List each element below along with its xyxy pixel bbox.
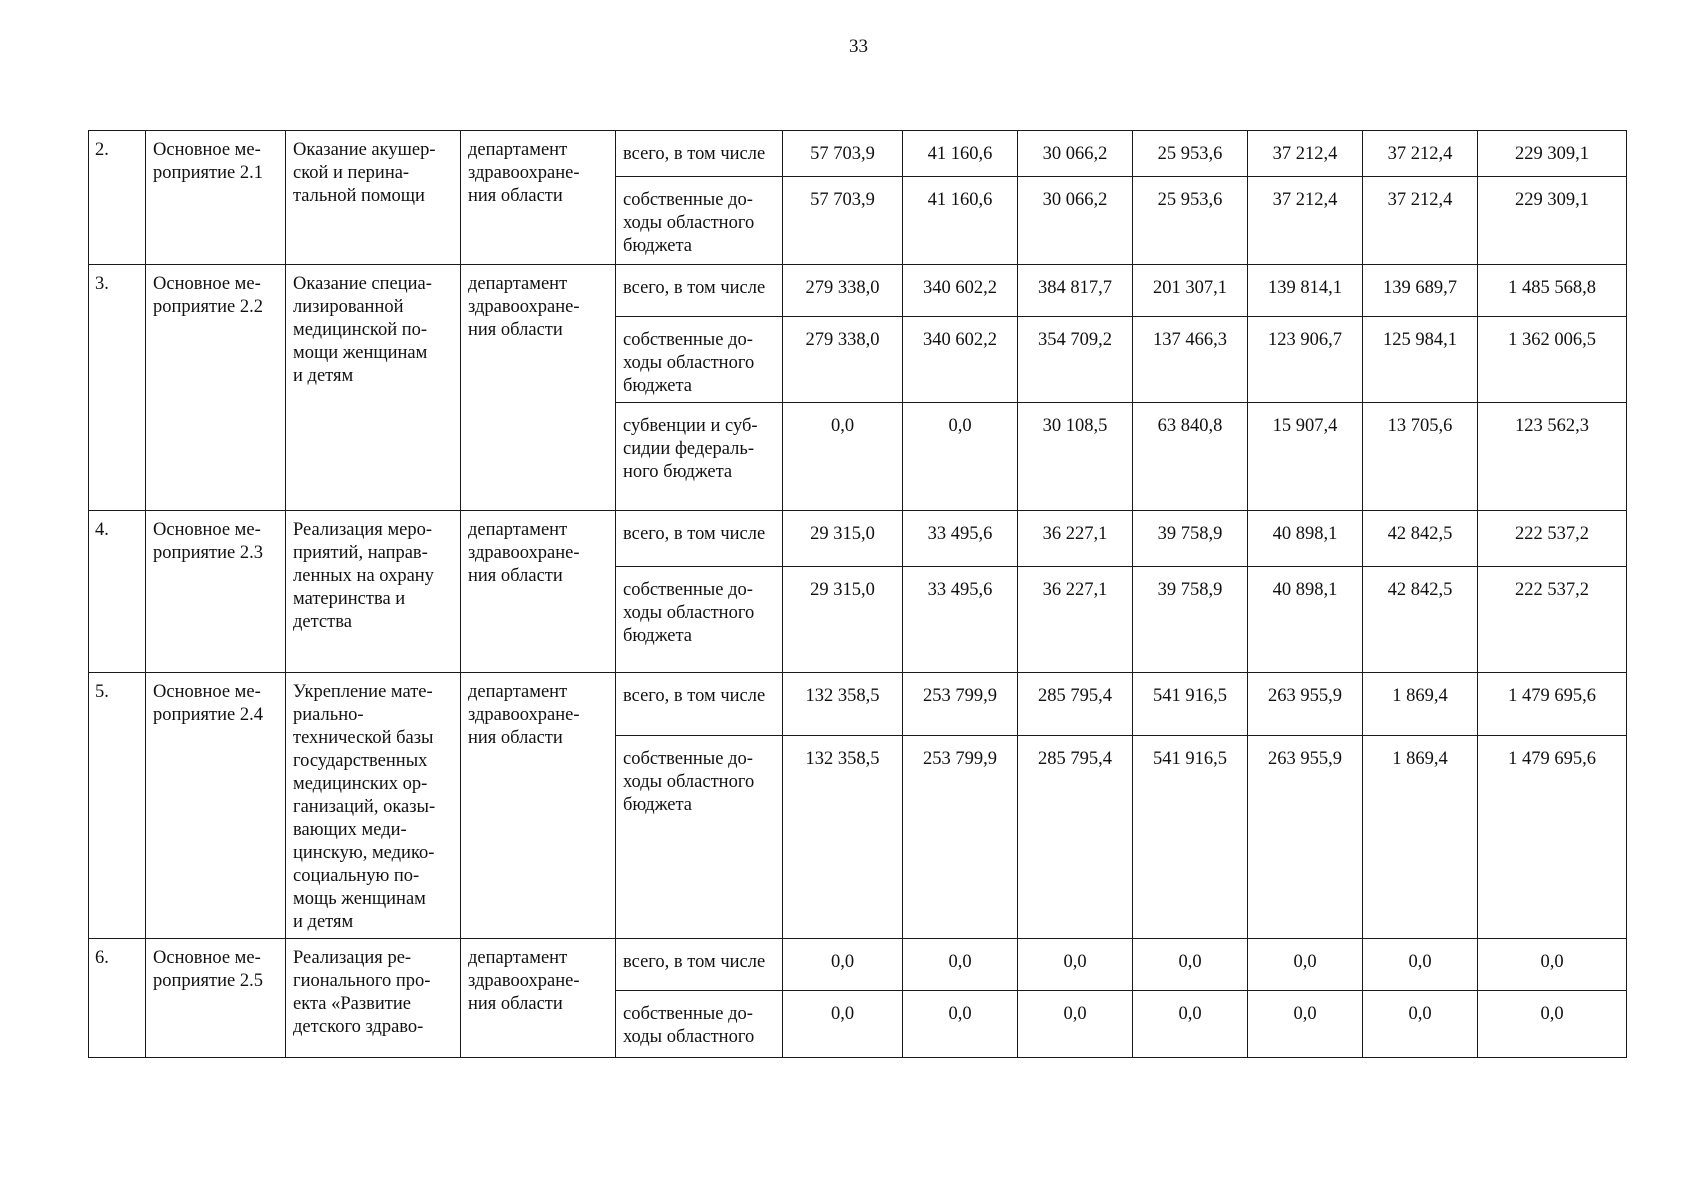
year-value: 123 906,7 xyxy=(1248,317,1363,403)
year-value: 132 358,5 xyxy=(783,673,903,736)
row-number: 3. xyxy=(89,265,146,511)
year-value: 541 916,5 xyxy=(1133,735,1248,938)
event-description: Реализация меро- приятий, направ- ленных на охрану материнства и детства xyxy=(286,511,461,673)
event-description: Укрепление мате- риально- технической базы государственных медицинских ор- ганизаций, оказы- вающих меди- цинскую, медико- социальную по- мощь женщинам и детям xyxy=(286,673,461,939)
table-row xyxy=(89,673,1627,736)
year-value: 340 602,2 xyxy=(903,265,1018,317)
event-name: Основное ме- роприятие 2.3 xyxy=(146,511,286,673)
executor: департамент здравоохране- ния области xyxy=(461,265,616,511)
year-value: 0,0 xyxy=(1248,991,1363,1058)
event-name: Основное ме- роприятие 2.4 xyxy=(146,673,286,939)
year-value: 279 338,0 xyxy=(783,317,903,403)
funding-source: всего, в том числе xyxy=(616,511,783,567)
year-value: 0,0 xyxy=(1133,939,1248,991)
executor: департамент здравоохране- ния области xyxy=(461,131,616,265)
year-value: 36 227,1 xyxy=(1018,567,1133,673)
total-value: 1 362 006,5 xyxy=(1478,317,1627,403)
total-value: 1 485 568,8 xyxy=(1478,265,1627,317)
year-value: 63 840,8 xyxy=(1133,403,1248,511)
event-name: Основное ме- роприятие 2.2 xyxy=(146,265,286,511)
year-value: 1 869,4 xyxy=(1363,735,1478,938)
year-value: 0,0 xyxy=(903,403,1018,511)
executor: департамент здравоохране- ния области xyxy=(461,939,616,1058)
year-value: 41 160,6 xyxy=(903,177,1018,265)
row-number: 4. xyxy=(89,511,146,673)
funding-source: всего, в том числе xyxy=(616,131,783,177)
row-number: 5. xyxy=(89,673,146,939)
total-value: 1 479 695,6 xyxy=(1478,673,1627,736)
total-value: 222 537,2 xyxy=(1478,567,1627,673)
row-number: 2. xyxy=(89,131,146,265)
table-row xyxy=(89,265,1627,317)
year-value: 29 315,0 xyxy=(783,567,903,673)
year-value: 263 955,9 xyxy=(1248,735,1363,938)
total-value: 229 309,1 xyxy=(1478,177,1627,265)
year-value: 0,0 xyxy=(1018,939,1133,991)
year-value: 1 869,4 xyxy=(1363,673,1478,736)
year-value: 285 795,4 xyxy=(1018,735,1133,938)
event-name: Основное ме- роприятие 2.5 xyxy=(146,939,286,1058)
table-row xyxy=(89,511,1627,567)
year-value: 125 984,1 xyxy=(1363,317,1478,403)
year-value: 0,0 xyxy=(783,403,903,511)
year-value: 0,0 xyxy=(1248,939,1363,991)
funding-source: собственные до- ходы областного xyxy=(616,991,783,1058)
total-value: 222 537,2 xyxy=(1478,511,1627,567)
year-value: 541 916,5 xyxy=(1133,673,1248,736)
year-value: 29 315,0 xyxy=(783,511,903,567)
funding-source: всего, в том числе xyxy=(616,939,783,991)
year-value: 37 212,4 xyxy=(1363,177,1478,265)
year-value: 40 898,1 xyxy=(1248,567,1363,673)
year-value: 139 689,7 xyxy=(1363,265,1478,317)
executor: департамент здравоохране- ния области xyxy=(461,511,616,673)
year-value: 39 758,9 xyxy=(1133,567,1248,673)
year-value: 139 814,1 xyxy=(1248,265,1363,317)
funding-source: собственные до- ходы областного бюджета xyxy=(616,317,783,403)
year-value: 0,0 xyxy=(1133,991,1248,1058)
year-value: 33 495,6 xyxy=(903,511,1018,567)
year-value: 0,0 xyxy=(1363,991,1478,1058)
table-body xyxy=(89,131,1627,1058)
year-value: 0,0 xyxy=(1018,991,1133,1058)
executor: департамент здравоохране- ния области xyxy=(461,673,616,939)
page-number: 33 xyxy=(849,36,868,57)
year-value: 263 955,9 xyxy=(1248,673,1363,736)
year-value: 57 703,9 xyxy=(783,177,903,265)
year-value: 30 066,2 xyxy=(1018,131,1133,177)
funding-source: субвенции и суб- сидии федераль- ного бюджета xyxy=(616,403,783,511)
table-row xyxy=(89,939,1627,991)
year-value: 41 160,6 xyxy=(903,131,1018,177)
total-value: 0,0 xyxy=(1478,991,1627,1058)
row-number: 6. xyxy=(89,939,146,1058)
event-description: Реализация ре- гионального про- екта «Развитие детского здраво- xyxy=(286,939,461,1058)
year-value: 37 212,4 xyxy=(1248,131,1363,177)
year-value: 36 227,1 xyxy=(1018,511,1133,567)
year-value: 201 307,1 xyxy=(1133,265,1248,317)
total-value: 1 479 695,6 xyxy=(1478,735,1627,938)
event-description: Оказание акушер- ской и перина- тальной помощи xyxy=(286,131,461,265)
year-value: 57 703,9 xyxy=(783,131,903,177)
total-value: 0,0 xyxy=(1478,939,1627,991)
year-value: 42 842,5 xyxy=(1363,567,1478,673)
year-value: 0,0 xyxy=(903,991,1018,1058)
year-value: 30 066,2 xyxy=(1018,177,1133,265)
year-value: 132 358,5 xyxy=(783,735,903,938)
total-value: 229 309,1 xyxy=(1478,131,1627,177)
year-value: 384 817,7 xyxy=(1018,265,1133,317)
year-value: 340 602,2 xyxy=(903,317,1018,403)
funding-source: собственные до- ходы областного бюджета xyxy=(616,567,783,673)
year-value: 37 212,4 xyxy=(1363,131,1478,177)
year-value: 25 953,6 xyxy=(1133,177,1248,265)
funding-source: всего, в том числе xyxy=(616,673,783,736)
table-row xyxy=(89,131,1627,177)
year-value: 279 338,0 xyxy=(783,265,903,317)
year-value: 137 466,3 xyxy=(1133,317,1248,403)
total-value: 123 562,3 xyxy=(1478,403,1627,511)
year-value: 0,0 xyxy=(1363,939,1478,991)
year-value: 37 212,4 xyxy=(1248,177,1363,265)
year-value: 42 842,5 xyxy=(1363,511,1478,567)
year-value: 39 758,9 xyxy=(1133,511,1248,567)
year-value: 30 108,5 xyxy=(1018,403,1133,511)
year-value: 33 495,6 xyxy=(903,567,1018,673)
year-value: 13 705,6 xyxy=(1363,403,1478,511)
year-value: 40 898,1 xyxy=(1248,511,1363,567)
year-value: 25 953,6 xyxy=(1133,131,1248,177)
event-description: Оказание специа- лизированной медицинской по- мощи женщинам и детям xyxy=(286,265,461,511)
funding-source: собственные до- ходы областного бюджета xyxy=(616,177,783,265)
event-name: Основное ме- роприятие 2.1 xyxy=(146,131,286,265)
funding-source: собственные до- ходы областного бюджета xyxy=(616,735,783,938)
year-value: 354 709,2 xyxy=(1018,317,1133,403)
year-value: 253 799,9 xyxy=(903,735,1018,938)
year-value: 15 907,4 xyxy=(1248,403,1363,511)
year-value: 285 795,4 xyxy=(1018,673,1133,736)
year-value: 0,0 xyxy=(783,991,903,1058)
budget-table xyxy=(88,130,1627,1058)
year-value: 0,0 xyxy=(783,939,903,991)
year-value: 253 799,9 xyxy=(903,673,1018,736)
year-value: 0,0 xyxy=(903,939,1018,991)
funding-source: всего, в том числе xyxy=(616,265,783,317)
